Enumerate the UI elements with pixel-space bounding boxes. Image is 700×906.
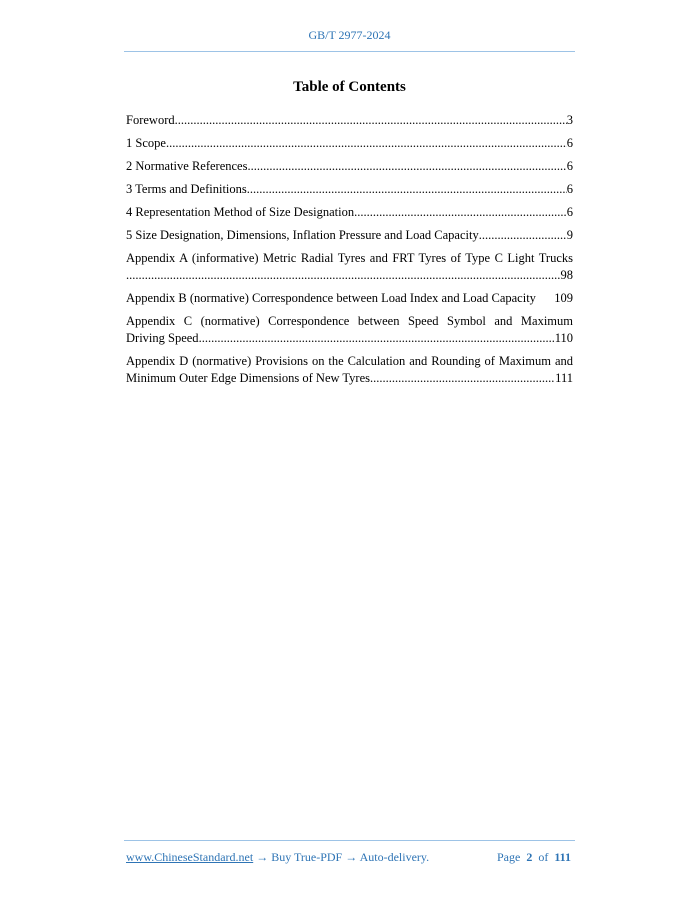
auto-delivery-text: Auto-delivery.: [359, 850, 430, 864]
footer-links: [126, 850, 429, 865]
toc-entry-page: 6: [566, 159, 573, 173]
toc-entry-title: 2 Normative References: [126, 159, 248, 173]
toc-entry-title: 4 Representation Method of Size Designation: [126, 205, 355, 219]
toc-entry-page: 6: [566, 182, 573, 196]
dot-leader: [166, 135, 567, 152]
current-page-number: 2: [526, 850, 533, 864]
dot-leader: [175, 112, 567, 129]
toc-entry-title-continued: Minimum Outer Edge Dimensions of New Tyres: [126, 371, 371, 385]
toc-entry-page: 6: [566, 136, 573, 150]
toc-entry-terms-and-definitions[interactable]: [126, 181, 573, 198]
dot-leader: [479, 227, 567, 244]
toc-entry-normative-references[interactable]: [126, 158, 573, 175]
toc-entry-page: 9: [566, 228, 573, 242]
toc-entry-title: 1 Scope: [126, 136, 166, 150]
site-link[interactable]: www.ChineseStandard.net: [126, 850, 254, 864]
page-number: [497, 850, 571, 865]
toc-entry-foreword[interactable]: [126, 112, 573, 129]
toc-entry-scope[interactable]: [126, 135, 573, 152]
toc-entry-title: Appendix B (normative) Correspondence between Load Index and Load Capacity: [126, 291, 536, 305]
table-of-contents: [126, 112, 573, 393]
dot-leader: [247, 181, 567, 198]
toc-entry-title: 3 Terms and Definitions: [126, 182, 247, 196]
dot-leader: [370, 370, 555, 387]
toc-entry-appendix-c[interactable]: [126, 313, 573, 347]
toc-entry-page: 111: [555, 371, 573, 385]
header-divider: [124, 51, 575, 52]
toc-title: Table of Contents: [293, 79, 406, 95]
toc-entry-appendix-d[interactable]: [126, 353, 573, 387]
toc-entry-title: Foreword: [126, 113, 175, 127]
dot-leader: [199, 330, 555, 347]
page-header-standard-code: GB/T 2977-2024: [308, 28, 391, 42]
toc-entry-page: 110: [554, 331, 573, 345]
dot-leader: [247, 158, 566, 175]
toc-entry-title: Appendix D (normative) Provisions on the Calculation and Rounding of Maximum and: [126, 354, 573, 368]
toc-entry-title-continued: Driving Speed: [126, 331, 199, 345]
toc-entry-appendix-b[interactable]: [126, 290, 573, 307]
of-label: of: [538, 850, 549, 864]
arrow-right-icon: →: [256, 850, 269, 864]
arrow-right-icon: →: [345, 850, 358, 864]
toc-entry-title: Appendix A (informative) Metric Radial Tyres and FRT Tyres of Type C Light Trucks: [126, 251, 573, 265]
page-label: Page: [497, 850, 521, 864]
buy-true-pdf-link[interactable]: Buy True-PDF: [271, 850, 343, 864]
dot-leader: [126, 267, 561, 284]
footer-divider: [124, 840, 575, 841]
toc-entry-page: 3: [566, 113, 573, 127]
toc-entry-title: 5 Size Designation, Dimensions, Inflation Pressure and Load Capacity: [126, 228, 479, 242]
total-pages-number: 111: [554, 850, 572, 864]
toc-entry-representation-method[interactable]: [126, 204, 573, 221]
toc-entry-page: 109: [554, 291, 573, 305]
toc-entry-appendix-a[interactable]: [126, 250, 573, 284]
dot-leader: [354, 204, 567, 221]
toc-entry-size-designation[interactable]: [126, 227, 573, 244]
toc-entry-page: 6: [566, 205, 573, 219]
toc-entry-page: 98: [560, 268, 573, 282]
toc-entry-title: Appendix C (normative) Correspondence between Speed Symbol and Maximum: [126, 314, 573, 328]
